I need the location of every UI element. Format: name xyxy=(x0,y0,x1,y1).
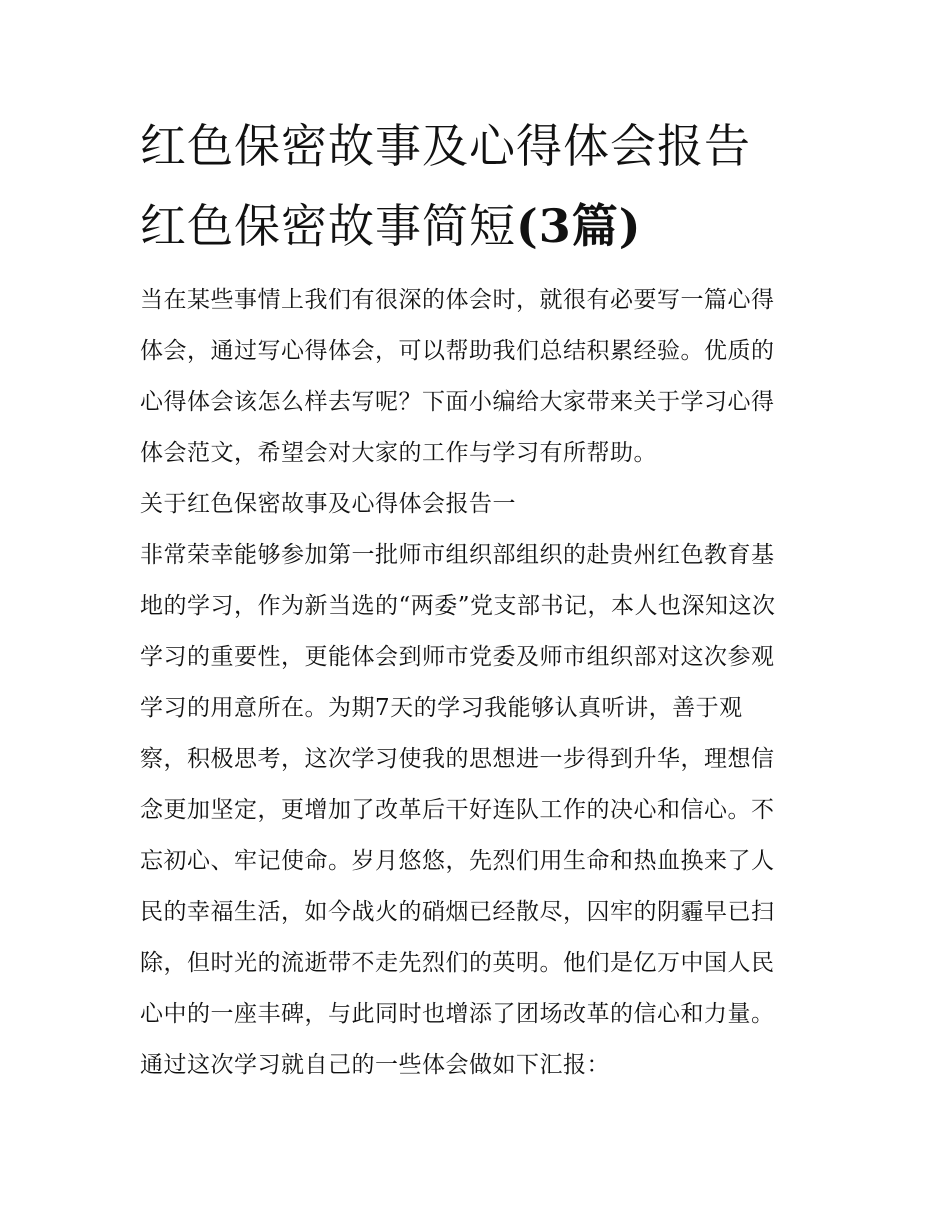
body-line: 地的学习，作为新当选的“两委”党支部书记，本人也深知这次 xyxy=(140,593,776,619)
body-line: 学习的用意所在。为期7天的学习我能够认真听讲，善于观 xyxy=(140,695,743,721)
body-line: 通过这次学习就自己的一些体会做如下汇报： xyxy=(140,1052,610,1078)
body-line: 非常荣幸能够参加第一批师市组织部组织的赴贵州红色教育基 xyxy=(140,542,775,568)
body-line: 念更加坚定，更增加了改革后干好连队工作的决心和信心。不 xyxy=(140,797,775,823)
body-line: 察，积极思考，这次学习使我的思想进一步得到升华，理想信 xyxy=(140,746,775,772)
intro-line: 心得体会该怎么样去写呢？下面小编给大家带来关于学习心得 xyxy=(140,389,775,415)
body-line: 心中的一座丰碑，与此同时也增添了团场改革的信心和力量。 xyxy=(140,1001,775,1027)
body-line: 除，但时光的流逝带不走先烈们的英明。他们是亿万中国人民 xyxy=(140,950,775,976)
body-line: 民的幸福生活，如今战火的硝烟已经散尽，囚牢的阴霾早已扫 xyxy=(140,899,775,925)
title-text-2: 红色保密故事简短 xyxy=(140,199,516,253)
section-heading: 关于红色保密故事及心得体会报告一 xyxy=(140,491,516,517)
body-line: 学习的重要性，更能体会到师市党委及师市组织部对这次参观 xyxy=(140,644,775,670)
body-line: 忘初心、牢记使命。岁月悠悠，先烈们用生命和热血换来了人 xyxy=(140,848,775,874)
intro-line: 体会，通过写心得体会，可以帮助我们总结积累经验。优质的 xyxy=(140,338,775,364)
intro-line: 当在某些事情上我们有很深的体会时，就很有必要写一篇心得 xyxy=(140,287,775,313)
document-title-line-2 xyxy=(140,196,840,256)
title-text-1: 红色保密故事及心得体会报告 xyxy=(140,119,751,173)
document-title-line-1 xyxy=(140,116,840,176)
title-count: (3篇) xyxy=(516,199,642,253)
intro-line: 体会范文，希望会对大家的工作与学习有所帮助。 xyxy=(140,440,657,466)
